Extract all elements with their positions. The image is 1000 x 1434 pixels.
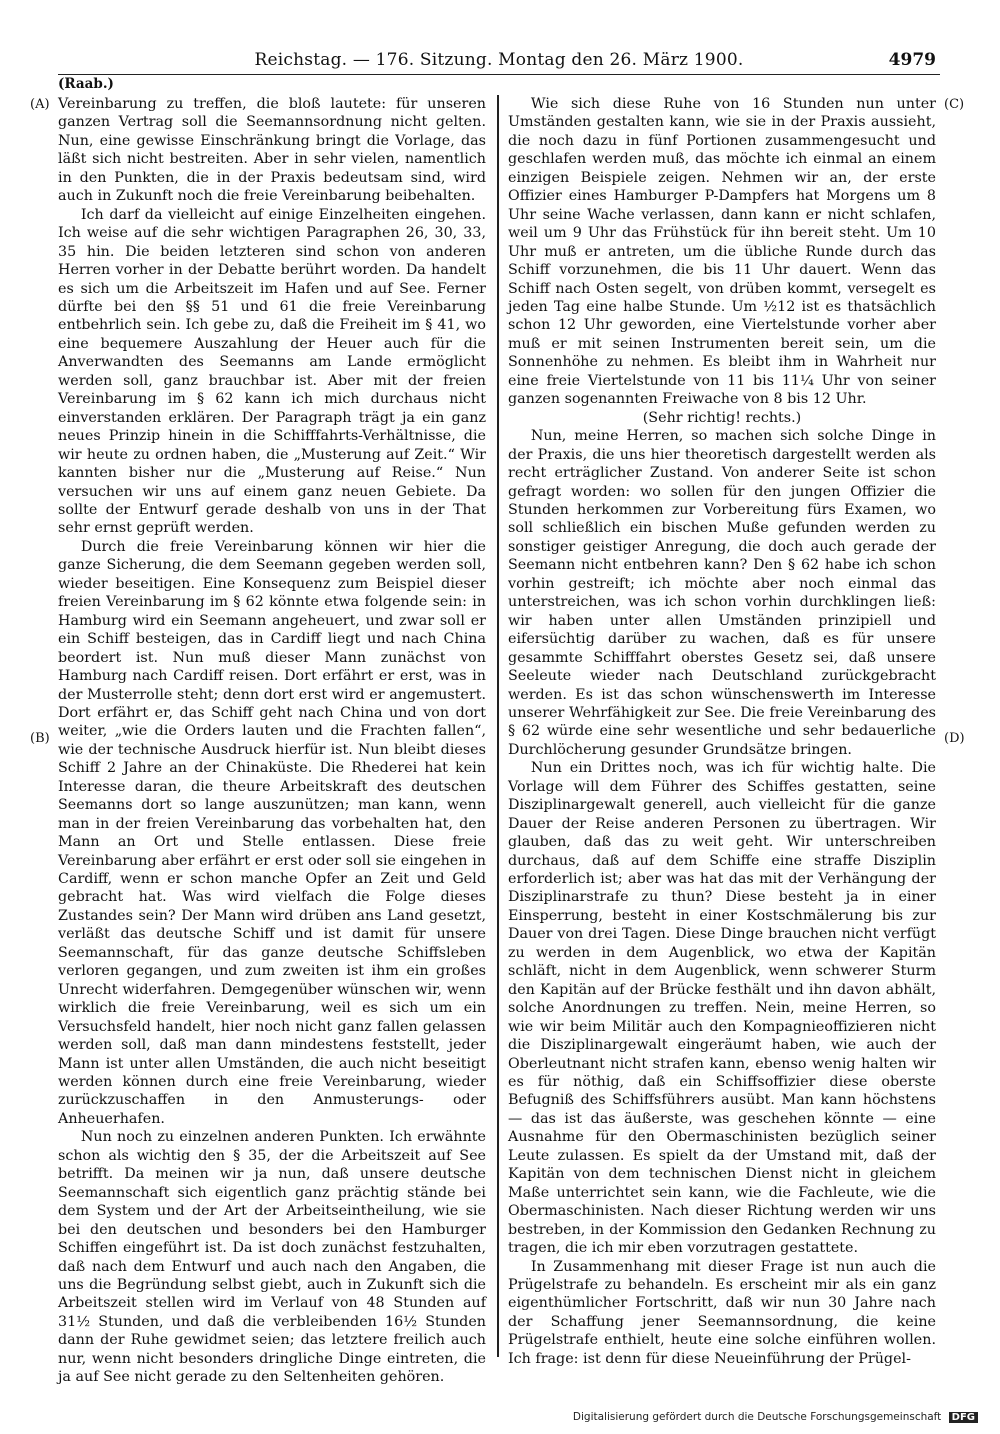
paragraph: Ich darf da vielleicht auf einige Einzelheiten eingehen. Ich weise auf die sehr wichtigen Paragraphen 26, 30, 33, 35 hin. Die beiden letzteren sind schon von anderen Herren vorher in der Debatte berührt worden. Da handelt es sich um die Arbeitszeit im Hafen und auf See. Ferner dürfte bei den §§ 51 und 61 die freie Vereinbarung entbehrlich sein. Ich gebe zu, daß die Freiheit im § 41, wo eine bequemere Auszahlung der Heuer auch für die Anverwandten des Seemanns am Lande ermöglicht werden soll, ganz brauchbar ist. Aber mit der freien Vereinbarung im § 62 kann ich mich durchaus nicht einverstanden erklären. Der Paragraph trägt ja ein ganz neues Prinzip hinein in die Schifffahrts-Verhältnisse, die wir heute zu ordnen haben, die „Musterung auf Zeit.“ Wir kannten bisher nur die „Musterung auf Reise.“ Nun versuchen wir uns auf einem ganz neuen Gebiete. Da sollte der Entwurf gerade deshalb von uns in der That sehr ernst geprüft werden. [58,206,486,537]
paragraph: Durch die freie Vereinbarung können wir hier die ganze Sicherung, die dem Seemann gegeben werden soll, wieder beseitigen. Eine Konsequenz zum Beispiel dieser freien Vereinbarung im § 62 könnte etwa folgende sein: in Hamburg wird ein Seemann angeheuert, und zwar soll er ein Schiff besteigen, das in Cardiff liegt und nach China beordert ist. Nun muß dieser Mann zunächst von Hamburg nach Cardiff reisen. Dort erfährt er erst, was in der Musterrolle steht; denn dort erst wird er angemustert. Dort erfährt er, das Schiff geht nach China und von dort weiter, „wie die Orders lauten und die Frachten fallen“, wie der technische Ausdruck hierfür ist. Nun bleibt dieses Schiff 2 Jahre an der Chinaküste. Die Rhederei hat kein Interesse daran, die theure Arbeitskraft des deutschen Seemanns dort so lange auszunützen; man kann, wenn man in der freien Vereinbarung das vorbehalten hat, den Mann an Ort und Stelle entlassen. Diese freie Vereinbarung aber erfährt er erst oder soll sie eingehen in Cardiff, wenn er schon manche Opfer an Zeit und Geld gebracht hat. Was wird vielfach die Folge dieses Zustandes sein? Der Mann wird drüben ans Land gesetzt, verläßt das deutsche Schiff und ist damit für unsere Seemannschaft, für das ganze deutsche Schiffsleben verloren gegangen, und zum zweiten ist ihm ein großes Unrecht widerfahren. Demgegenüber wünschen wir, wenn wirklich die freie Vereinbarung, weil es sich um ein Versuchsfeld handelt, hier noch nicht ganz fallen gelassen werden soll, daß man dann mindestens feststellt, jeder Mann ist unter allen Umständen, die auch nicht beseitigt werden können durch eine freie Vereinbarung, wieder zurückzuschaffen in den Anmusterungs- oder Anheuerhafen. [58,538,486,1127]
margin-marker-a: (A) [30,97,50,112]
dfg-logo: DFG [949,1412,978,1423]
digitization-credit [573,1411,978,1423]
page-number: 4979 [888,50,936,70]
credit-text: Digitalisierung gefördert durch die Deutsche Forschungsgemeinschaft [572,1411,942,1423]
interjection: (Sehr richtig! rechts.) [642,409,802,426]
left-column [58,95,486,1386]
paragraph: Nun, meine Herren, so machen sich solche Dinge in der Praxis, die uns hier theoretisch dargestellt werden als recht erträglicher Zustand. Von anderer Seite ist schon gefragt worden: wo sollen für den jungen Offizier die Stunden herkommen zur Vorbereitung fürs Examen, wo soll schließlich ein bischen Muße gefunden werden zu sonstiger geistiger Anregung, die doch auch gerade der Seemann nicht entbehren kann? Den § 62 habe ich schon vorhin gestreift; ich möchte aber noch einmal das unterstreichen, was ich schon vorhin durchklingen ließ: wir haben unter allen Umständen prinzipiell und eifersüchtig darüber zu wachen, daß es für unsere gesammte Schifffahrt oberstes Gesetz sei, daß unsere Seeleute wieder nach Deutschland zurückgebracht werden. Es ist das schon wünschenswerth im Interesse unserer Wehrfähigkeit zur See. Die freie Vereinbarung des § 62 würde eine sehr wesentliche und sehr bedauerliche Durchlöcherung gesunder Grundsätze bringen. [508,428,936,758]
paragraph: Nun noch zu einzelnen anderen Punkten. Ich erwähnte schon als wichtig den § 35, der die Arbeitszeit auf See betrifft. Da meinen wir ja nun, daß unsere deutsche Seemannschaft sich eigentlich ganz prächtig stände bei dem System und der Art der Arbeitseintheilung, wie sie bei den deutschen und besonders bei den Hamburger Schiffen eingeführt ist. Da ist doch zunächst festzuhalten, daß nach dem Entwurf und auch nach den Angaben, die uns die Begründung selbst giebt, auch in Zukunft sich die Arbeitszeit stellen wird im Verlauf von 48 Stunden auf 31½ Stunden, und daß die verbleibenden 16½ Stunden dann der Ruhe gewidmet seien; das letztere freilich auch nur, wenn nicht besonders dringliche Dinge eintreten, die ja auf See nicht gerade zu den Seltenheiten gehören. [58,1129,486,1386]
speaker-name: (Raab.) [58,76,114,92]
margin-marker-c: (C) [944,97,965,112]
paragraph: Vereinbarung zu treffen, die bloß lautete: für unseren ganzen Vertrag soll die Seemannsordnung nicht gelten. Nun, eine gewisse Einschränkung bringt die Vorlage, das läßt sich nicht bestreiten. Aber in sehr vielen, namentlich in den Punkten, die in der Praxis bedeutsam sind, wird auch in Zukunft noch die freie Vereinbarung beibehalten. [58,96,486,205]
right-column [508,95,936,1367]
running-title: Reichstag. — 176. Sitzung. Montag den 26. März 1900. [254,50,744,70]
margin-marker-b: (B) [30,731,50,746]
column-divider [497,95,499,1357]
paragraph: In Zusammenhang mit dieser Frage ist nun auch die Prügelstrafe zu behandeln. Es erscheint mir als ein ganz eigenthümlicher Fortschritt, daß wir nun 30 Jahre nach der Schaffung jener Seemannsordnung, die keine Prügelstrafe enthielt, heute eine solche einführen wollen. Ich frage: ist denn für diese Neueinführung der Prügel- [508,1258,936,1367]
paragraph: Wie sich diese Ruhe von 16 Stunden nun unter Umständen gestalten kann, wie sie in der Praxis aussieht, die noch dazu in fünf Portionen zusammengesucht und geschlafen werden muß, das möchte ich einmal an einem einzigen Beispiele zeigen. Nehmen wir an, der erste Offizier eines Hamburger P-Dampfers hat Morgens um 8 Uhr seine Wache verlassen, dann kann er nicht schlafen, weil um 9 Uhr das Frühstück für ihn bereit steht. Um 10 Uhr muß er antreten, um die übliche Runde durch das Schiff vorzunehmen, die bis 11 Uhr dauert. Wenn das Schiff nach Osten segelt, von drüben kommt, versegelt es jeden Tag eine halbe Stunde. Um ½12 ist es thatsächlich schon 12 Uhr geworden, eine Viertelstunde vorher aber muß er mit seinen Instrumenten bereit sein, um die Sonnenhöhe zu nehmen. Es bleibt ihm in Wahrheit nur eine freie Viertelstunde von 11 bis 11¼ Uhr von seiner ganzen sogenannten Freiwache von 8 bis 12 Uhr. [508,96,936,408]
margin-marker-d: (D) [944,731,965,746]
running-header [58,48,940,75]
paragraph: Nun ein Drittes noch, was ich für wichtig halte. Die Vorlage will dem Führer des Schiffes gestatten, seine Disziplinargewalt generell, auch vielleicht für die ganze Dauer der Reise anderen Personen zu übertragen. Wir glauben, daß das zu weit geht. Wir unterschreiben durchaus, daß auf dem Schiffe eine straffe Disziplin erforderlich ist; aber was hat das mit der Verhängung der Disziplinarstrafe zu thun? Diese besteht ja in einer Einsperrung, besteht in einer Kostschmälerung bis zur Dauer von drei Tagen. Diese Dinge brauchen nicht verfügt zu werden in dem Augenblick, wo etwa der Kapitän schläft, nicht in dem Augenblick, wenn schwerer Sturm den Kapitän auf der Brücke festhält und ihn davon abhält, solche Anordnungen zu treffen. Nein, meine Herren, so wie wir beim Militär auch den Kompagnieoffizieren nicht die Disziplinargewalt eingeräumt haben, wie auch der Oberleutnant nicht strafen kann, ebenso wenig halten wir es für nöthig, daß ein Schiffsoffizier diese oberste Befugniß des Schiffsführers ausübt. Man kann höchstens — das ist das äußerste, was geschehen könnte — eine Ausnahme für den Obermaschinisten bezüglich seiner Leute zulassen. Es spielt da der Umstand mit, daß der Kapitän von dem technischen Dienst nicht in gleichem Maße unterrichtet sein kann, wie die Fachleute, wie die Obermaschinisten. Nach dieser Richtung werden wir uns bestreben, in der Kommission den Gedanken Rechnung zu tragen, die ich mir eben vorzutragen gestattete. [508,760,936,1257]
